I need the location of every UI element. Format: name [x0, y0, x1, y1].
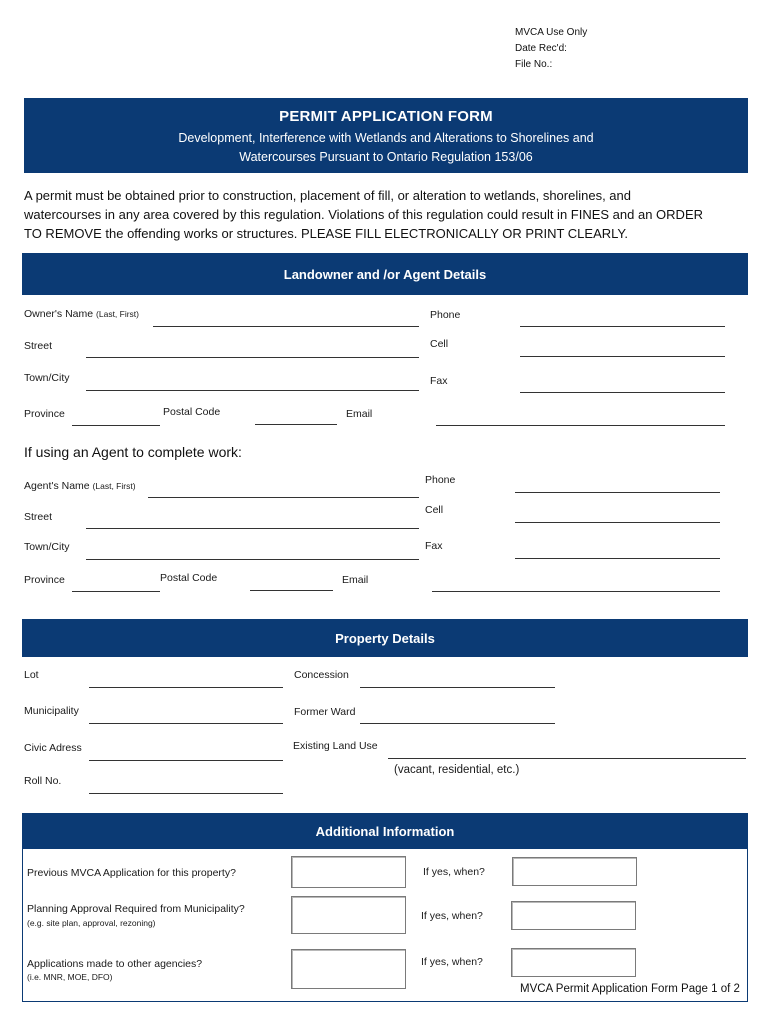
owner-email-field[interactable]: [436, 425, 725, 426]
concession-field[interactable]: [360, 687, 555, 688]
agent-town-label: Town/City: [24, 541, 70, 553]
existing-land-use-hint: (vacant, residential, etc.): [394, 764, 520, 776]
owner-province-field[interactable]: [72, 425, 160, 426]
owners-name-field[interactable]: [153, 326, 419, 327]
agent-email-label: Email: [342, 574, 369, 586]
owner-phone-label: Phone: [430, 309, 461, 321]
intro-line1: A permit must be obtained prior to construction, placement of fill, or alteration to wetlands, shorelines, and: [24, 188, 631, 203]
agent-province-field[interactable]: [72, 591, 160, 592]
additional-info-panel: [22, 813, 748, 1002]
agent-postal-field[interactable]: [250, 590, 333, 591]
form-header: [24, 98, 748, 173]
form-title: PERMIT APPLICATION FORM: [279, 108, 493, 125]
municipality-field[interactable]: [89, 723, 283, 724]
owner-town-label: Town/City: [24, 372, 70, 384]
agent-cell-field[interactable]: [515, 522, 720, 523]
other-agencies-answer-box[interactable]: [291, 949, 406, 989]
owner-cell-field[interactable]: [520, 356, 725, 357]
intro-paragraph: [24, 186, 754, 243]
agent-phone-label: Phone: [425, 474, 456, 486]
roll-number-label: Roll No.: [24, 775, 62, 787]
office-use-date-label: Date Rec'd:: [515, 43, 567, 54]
roll-number-field[interactable]: [89, 793, 283, 794]
planning-when-box[interactable]: [511, 901, 636, 930]
former-ward-field[interactable]: [360, 723, 555, 724]
planning-if-yes-label: If yes, when?: [421, 910, 483, 922]
landowner-section-band: [22, 253, 748, 295]
agents-name-hint: (Last, First): [92, 481, 136, 491]
landowner-section-title: Landowner and /or Agent Details: [283, 266, 487, 282]
planning-approval-answer-box[interactable]: [291, 896, 406, 934]
form-subtitle-line1: Development, Interference with Wetlands and Alterations to Shorelines and: [178, 131, 594, 145]
agent-town-field[interactable]: [86, 559, 419, 560]
existing-land-use-field[interactable]: [388, 758, 746, 759]
agent-email-field[interactable]: [432, 591, 720, 592]
other-agencies-when-box[interactable]: [511, 948, 636, 977]
owner-fax-field[interactable]: [520, 392, 725, 393]
owner-town-field[interactable]: [86, 390, 419, 391]
lot-field[interactable]: [89, 687, 283, 688]
previous-application-answer-box[interactable]: [291, 856, 406, 888]
agent-street-field[interactable]: [86, 528, 419, 529]
owner-fax-label: Fax: [430, 375, 448, 387]
office-use-file-label: File No.:: [515, 59, 553, 70]
other-agencies-hint: (i.e. MNR, MOE, DFO): [27, 972, 113, 982]
agent-province-label: Province: [24, 574, 65, 586]
question-other-agencies: Applications made to other agencies?: [27, 958, 203, 970]
agents-name-label: Agent's Name (Last, First): [24, 480, 136, 492]
civic-address-field[interactable]: [89, 760, 283, 761]
former-ward-label: Former Ward: [294, 706, 356, 718]
lot-label: Lot: [24, 669, 39, 681]
planning-approval-hint: (e.g. site plan, approval, rezoning): [27, 918, 156, 928]
agent-postal-label: Postal Code: [160, 572, 218, 584]
other-agencies-if-yes-label: If yes, when?: [421, 956, 483, 968]
owners-name-label: Owner's Name (Last, First): [24, 308, 140, 320]
additional-section-title: Additional Information: [315, 824, 455, 839]
previous-if-yes-label: If yes, when?: [423, 866, 485, 878]
owner-postal-label: Postal Code: [163, 406, 221, 418]
agent-street-label: Street: [24, 511, 53, 523]
owner-street-field[interactable]: [86, 357, 419, 358]
municipality-label: Municipality: [24, 705, 79, 717]
agent-fax-field[interactable]: [515, 558, 720, 559]
agent-cell-label: Cell: [425, 504, 444, 516]
concession-label: Concession: [294, 669, 349, 681]
owner-cell-label: Cell: [430, 338, 449, 350]
form-subtitle-line2: Watercourses Pursuant to Ontario Regulation 153/06: [239, 150, 533, 164]
agent-phone-field[interactable]: [515, 492, 720, 493]
property-section-band: [22, 619, 748, 657]
owner-phone-field[interactable]: [520, 326, 725, 327]
agents-name-field[interactable]: [148, 497, 419, 498]
office-use-title: MVCA Use Only: [515, 27, 588, 38]
question-previous-application: Previous MVCA Application for this property?: [27, 867, 236, 879]
previous-when-box[interactable]: [512, 857, 637, 886]
owner-province-label: Province: [24, 408, 65, 420]
owner-email-label: Email: [346, 408, 373, 420]
page-footer: MVCA Permit Application Form Page 1 of 2: [520, 983, 740, 995]
owners-name-hint: (Last, First): [96, 309, 140, 319]
owner-postal-field[interactable]: [255, 424, 337, 425]
civic-address-label: Civic Adress: [24, 742, 82, 754]
additional-section-band: [23, 814, 747, 849]
agent-heading: If using an Agent to complete work:: [24, 444, 242, 460]
owner-street-label: Street: [24, 340, 53, 352]
agent-fax-label: Fax: [425, 540, 443, 552]
intro-line3: TO REMOVE the offending works or structures. PLEASE FILL ELECTRONICALLY OR PRINT CLEARLY.: [24, 226, 629, 241]
question-planning-approval: Planning Approval Required from Municipality?: [27, 903, 245, 915]
property-section-title: Property Details: [335, 630, 435, 646]
intro-line2: watercourses in any area covered by this regulation. Violations of this regulation could result in FINES and an ORDER: [24, 207, 704, 222]
existing-land-use-label: Existing Land Use: [293, 740, 378, 752]
